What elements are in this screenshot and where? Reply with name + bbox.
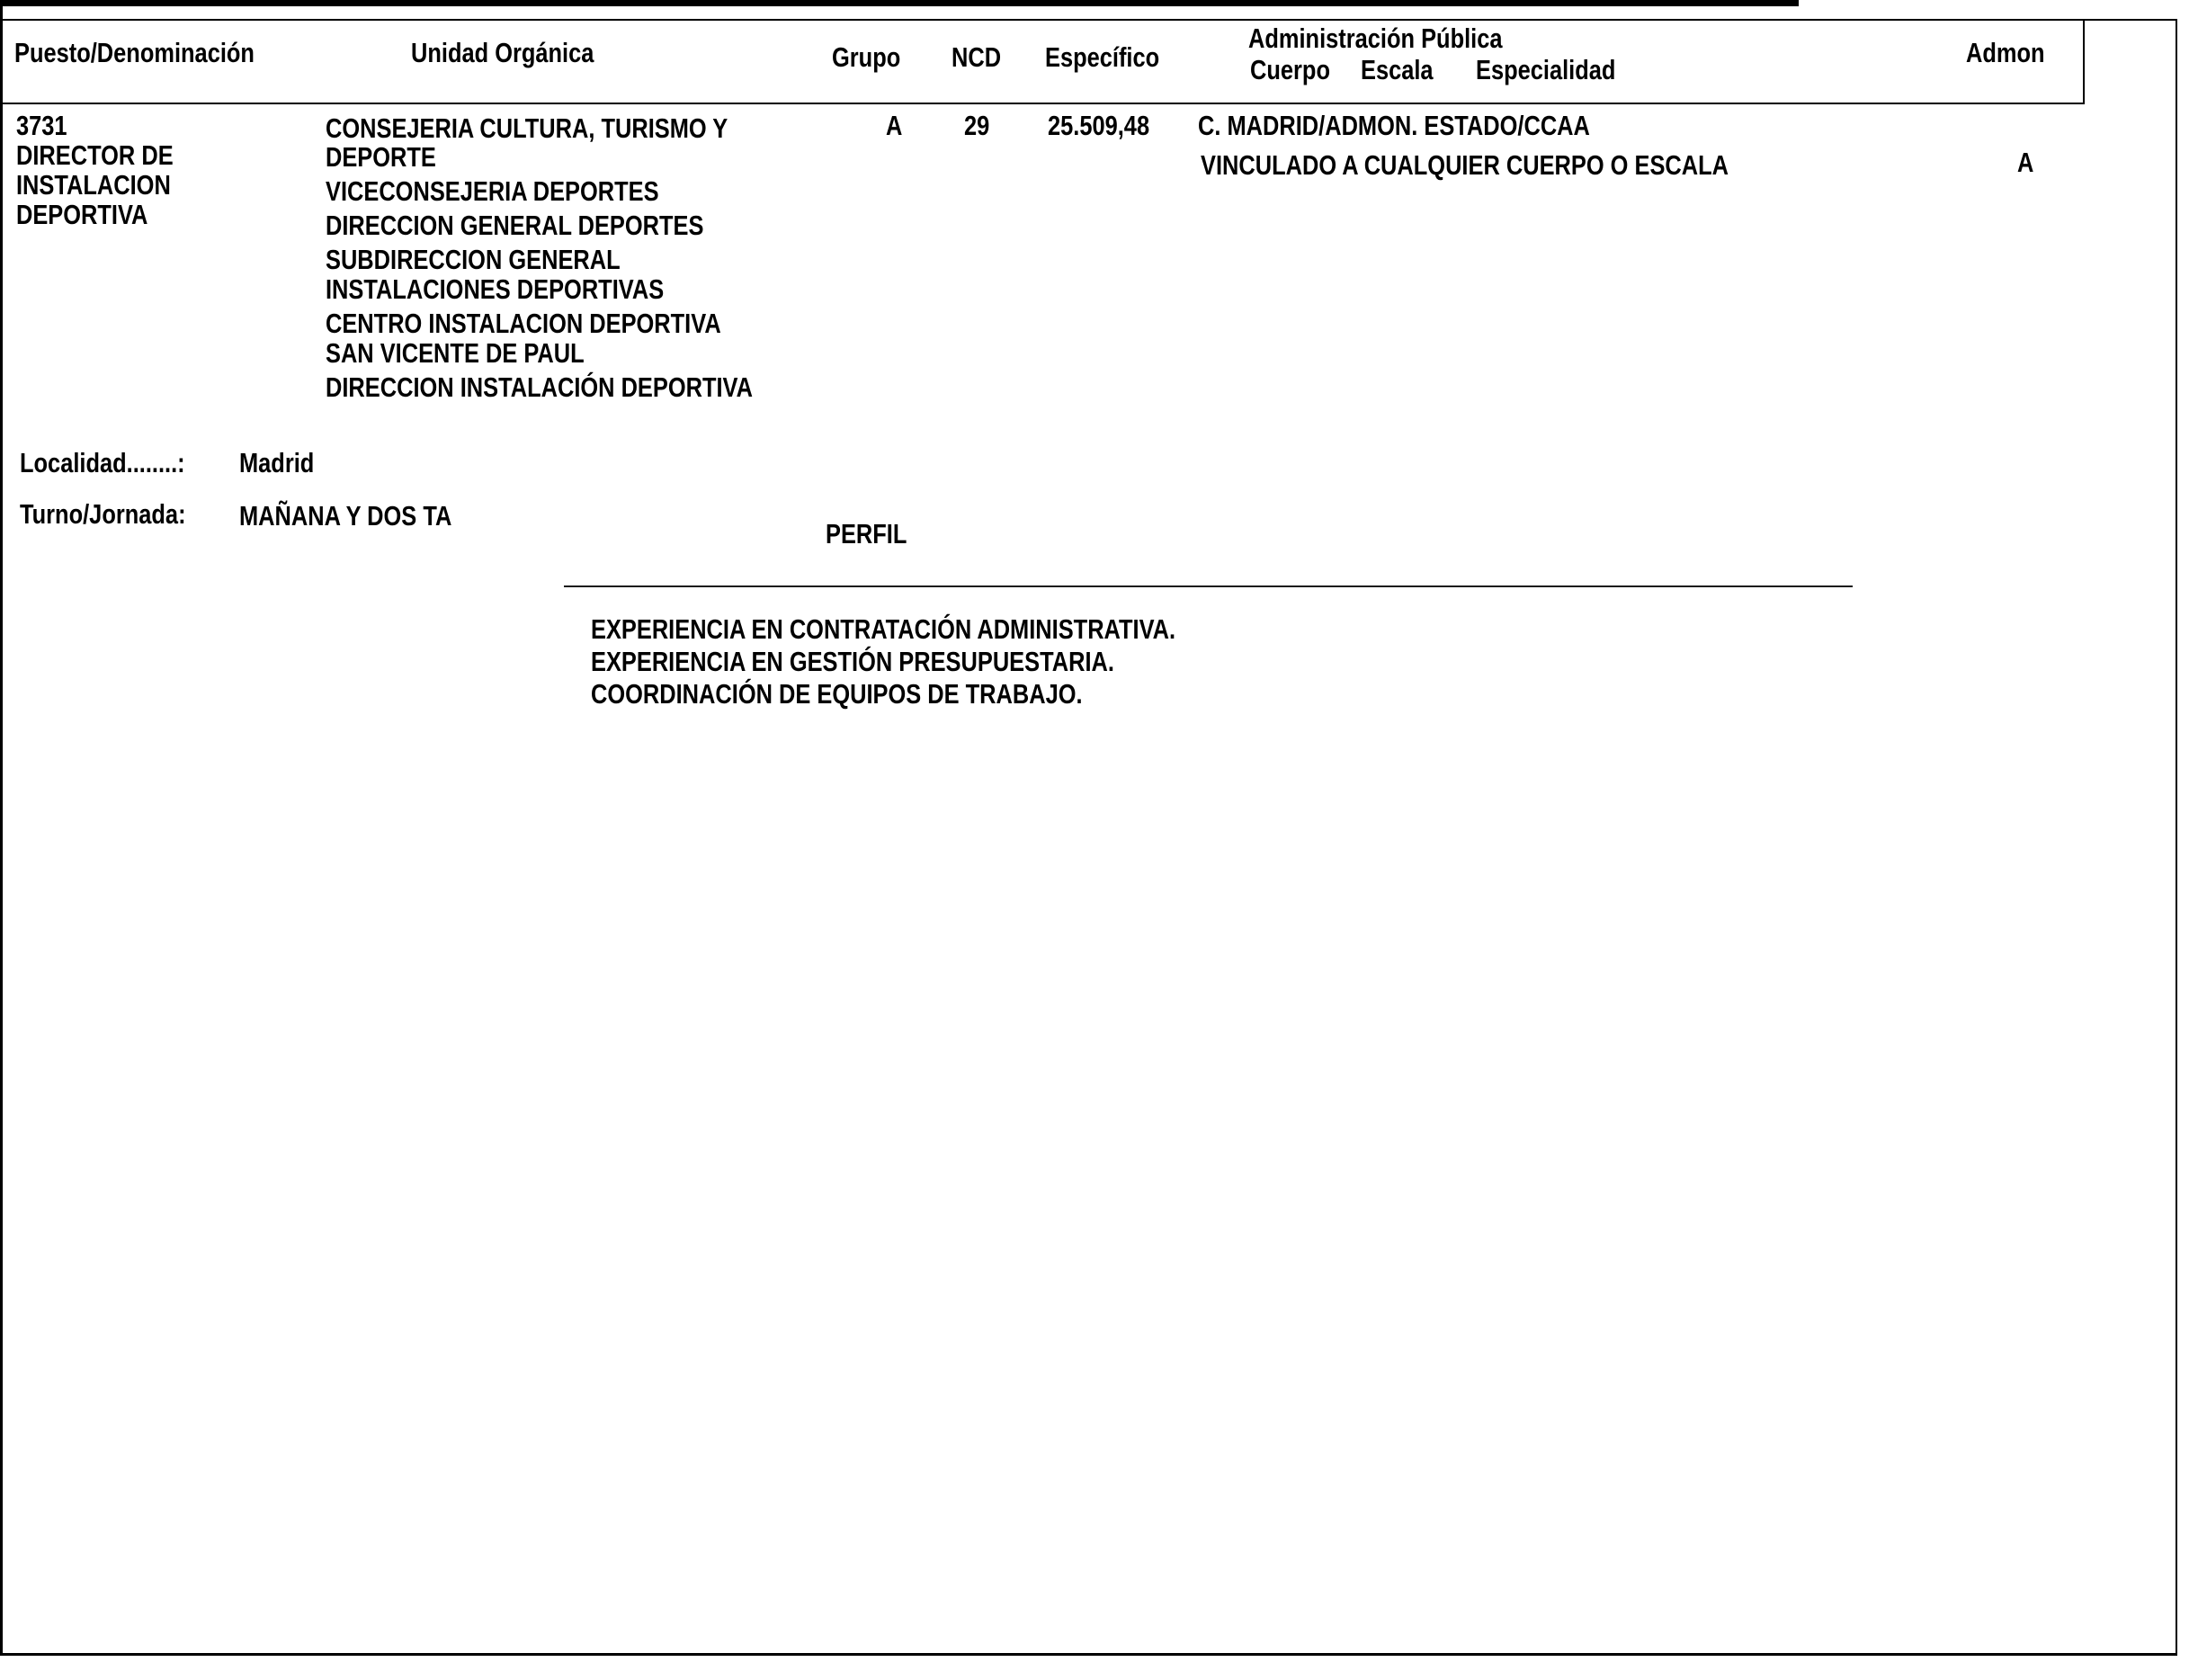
column-header-cuerpo: Cuerpo xyxy=(1250,54,1330,85)
turno-jornada-value: MAÑANA Y DOS TA xyxy=(239,500,452,532)
grupo-value: A xyxy=(886,110,903,141)
perfil-line: EXPERIENCIA EN CONTRATACIÓN ADMINISTRATIVA. xyxy=(591,613,1176,645)
puesto-denominacion-line: DIRECTOR DE xyxy=(16,139,174,171)
turno-jornada-label: Turno/Jornada: xyxy=(20,498,186,530)
puesto-denominacion-line: DEPORTIVA xyxy=(16,199,148,230)
puesto-codigo: 3731 xyxy=(16,110,67,141)
top-scan-strip xyxy=(0,0,1799,6)
unidad-organica-line: DEPORTE xyxy=(326,141,436,173)
vinculacion-value: VINCULADO A CUALQUIER CUERPO O ESCALA xyxy=(1201,149,1729,181)
localidad-value: Madrid xyxy=(239,447,315,478)
perfil-rule xyxy=(564,585,1853,587)
perfil-title: PERFIL xyxy=(826,518,907,550)
especifico-value: 25.509,48 xyxy=(1048,110,1150,141)
column-header-grupo: Grupo xyxy=(832,41,901,73)
admon-value: A xyxy=(2017,147,2034,178)
unidad-organica-line: CENTRO INSTALACION DEPORTIVA xyxy=(326,308,721,339)
header-bottom-rule xyxy=(0,103,2085,104)
column-header-especifico: Específico xyxy=(1045,41,1160,73)
ncd-value: 29 xyxy=(964,110,990,141)
perfil-line: EXPERIENCIA EN GESTIÓN PRESUPUESTARIA. xyxy=(591,646,1114,677)
unidad-organica-line: CONSEJERIA CULTURA, TURISMO Y xyxy=(326,112,728,144)
column-header-administracion-publica: Administración Pública xyxy=(1248,22,1503,54)
column-header-escala: Escala xyxy=(1361,54,1434,85)
column-header-especialidad: Especialidad xyxy=(1476,54,1616,85)
localidad-label: Localidad........: xyxy=(20,447,185,478)
column-header-ncd: NCD xyxy=(952,41,1002,73)
header-right-rule xyxy=(2083,19,2085,104)
column-header-unidad: Unidad Orgánica xyxy=(411,37,594,68)
left-edge-strip xyxy=(0,0,3,21)
unidad-organica-line: DIRECCION GENERAL DEPORTES xyxy=(326,210,704,241)
unidad-organica-line: INSTALACIONES DEPORTIVAS xyxy=(326,273,665,305)
column-header-admon: Admon xyxy=(1966,37,2045,68)
perfil-line: COORDINACIÓN DE EQUIPOS DE TRABAJO. xyxy=(591,678,1083,710)
puesto-denominacion-line: INSTALACION xyxy=(16,169,171,201)
column-header-puesto: Puesto/Denominación xyxy=(14,37,255,68)
unidad-organica-line: SAN VICENTE DE PAUL xyxy=(326,337,585,369)
unidad-organica-line: SUBDIRECCION GENERAL xyxy=(326,244,621,275)
unidad-organica-line: DIRECCION INSTALACIÓN DEPORTIVA xyxy=(326,371,753,403)
unidad-organica-line: VICECONSEJERIA DEPORTES xyxy=(326,175,659,207)
administracion-publica-value: C. MADRID/ADMON. ESTADO/CCAA xyxy=(1198,110,1590,141)
